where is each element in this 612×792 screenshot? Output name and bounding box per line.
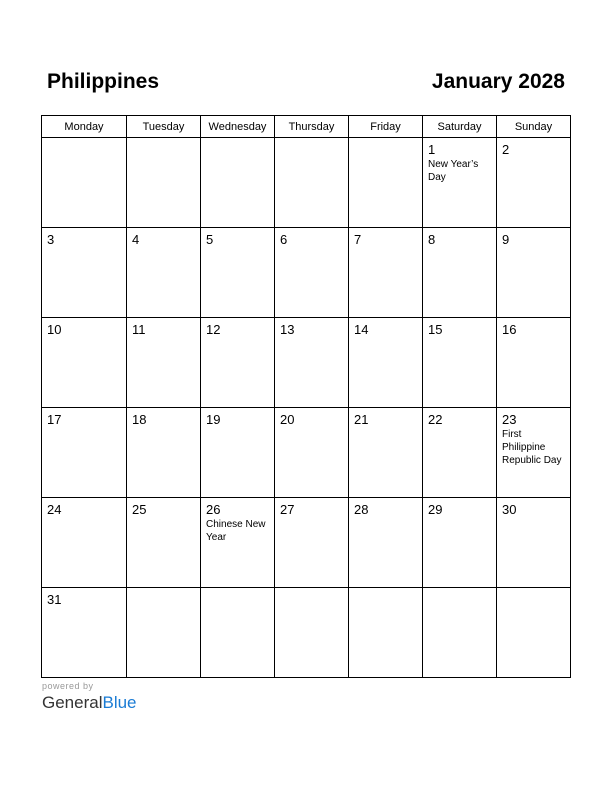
day-number: 26 [206,502,221,517]
day-number: 28 [354,502,369,517]
calendar-day-cell [201,228,275,318]
weekday-header-wednesday: Wednesday [201,116,275,138]
calendar-week-row [42,588,571,678]
day-number: 3 [47,232,55,247]
day-number: 5 [206,232,214,247]
generalblue-logo [42,693,137,713]
day-number: 17 [47,412,62,427]
weekday-header-thursday: Thursday [275,116,349,138]
calendar-day-cell [423,318,497,408]
day-number: 23 [502,412,517,427]
calendar-day-cell [275,408,349,498]
calendar-header [47,70,565,98]
calendar-day-cell [349,228,423,318]
calendar-day-cell [497,588,571,678]
day-number: 29 [428,502,443,517]
calendar-day-cell [497,498,571,588]
calendar-week-row [42,138,571,228]
calendar-week-row [42,318,571,408]
calendar-day-cell [127,588,201,678]
day-number: 10 [47,322,62,337]
weekday-header-row [42,116,571,138]
calendar-day-cell [349,318,423,408]
calendar-day-cell [497,138,571,228]
month-title: January 2028 [431,70,565,93]
day-number: 1 [428,142,436,157]
weekday-header-sunday: Sunday [497,116,571,138]
calendar-day-cell [201,318,275,408]
calendar-day-cell [127,228,201,318]
calendar-day-cell [275,588,349,678]
day-number: 20 [280,412,295,427]
calendar-day-cell [349,588,423,678]
day-number: 27 [280,502,295,517]
day-number: 9 [502,232,510,247]
calendar-day-cell [423,498,497,588]
calendar-day-cell [201,408,275,498]
calendar-day-cell [349,498,423,588]
calendar-day-cell [201,498,275,588]
weekday-header-saturday: Saturday [423,116,497,138]
calendar-day-cell [349,138,423,228]
calendar-day-cell [497,228,571,318]
day-number: 8 [428,232,436,247]
calendar-day-cell [42,408,127,498]
calendar-day-cell [275,498,349,588]
calendar-day-cell [349,408,423,498]
holiday-label: New Year’s Day [428,159,479,183]
day-number: 13 [280,322,295,337]
day-number: 25 [132,502,147,517]
weekday-header-friday: Friday [349,116,423,138]
calendar-week-row [42,498,571,588]
day-number: 6 [280,232,288,247]
calendar-day-cell [127,408,201,498]
calendar-day-cell [497,408,571,498]
calendar-day-cell [497,318,571,408]
country-title: Philippines [47,70,160,93]
weekday-header-monday: Monday [42,116,127,138]
powered-by-text: powered by [42,681,94,691]
calendar-day-cell [42,588,127,678]
weekday-header-tuesday: Tuesday [127,116,201,138]
calendar-day-cell [42,498,127,588]
day-number: 19 [206,412,221,427]
day-number: 4 [132,232,140,247]
calendar-day-cell [423,228,497,318]
calendar-day-cell [423,588,497,678]
brand-part-blue: Blue [102,693,137,712]
calendar-day-cell [42,138,127,228]
day-number: 7 [354,232,362,247]
calendar-week-row [42,228,571,318]
calendar-week-row [42,408,571,498]
day-number: 31 [47,592,62,607]
day-number: 22 [428,412,443,427]
brand-part-general: General [42,693,103,712]
day-number: 16 [502,322,517,337]
day-number: 30 [502,502,517,517]
calendar-day-cell [275,138,349,228]
calendar-day-cell [201,138,275,228]
day-number: 15 [428,322,443,337]
holiday-label: Chinese New Year [206,519,266,543]
calendar-day-cell [42,318,127,408]
day-number: 24 [47,502,62,517]
calendar-day-cell [423,408,497,498]
calendar-day-cell [275,318,349,408]
day-number: 14 [354,322,369,337]
day-number: 11 [132,322,146,337]
calendar-grid [41,115,571,678]
day-number: 12 [206,322,221,337]
calendar-day-cell [201,588,275,678]
footer [42,681,137,713]
calendar-day-cell [127,138,201,228]
calendar-day-cell [42,228,127,318]
calendar-day-cell [127,318,201,408]
holiday-label: First Philippine Republic Day [502,429,562,466]
day-number: 2 [502,142,510,157]
calendar-day-cell [127,498,201,588]
calendar-day-cell [275,228,349,318]
calendar-day-cell [423,138,497,228]
day-number: 18 [132,412,147,427]
day-number: 21 [354,412,369,427]
